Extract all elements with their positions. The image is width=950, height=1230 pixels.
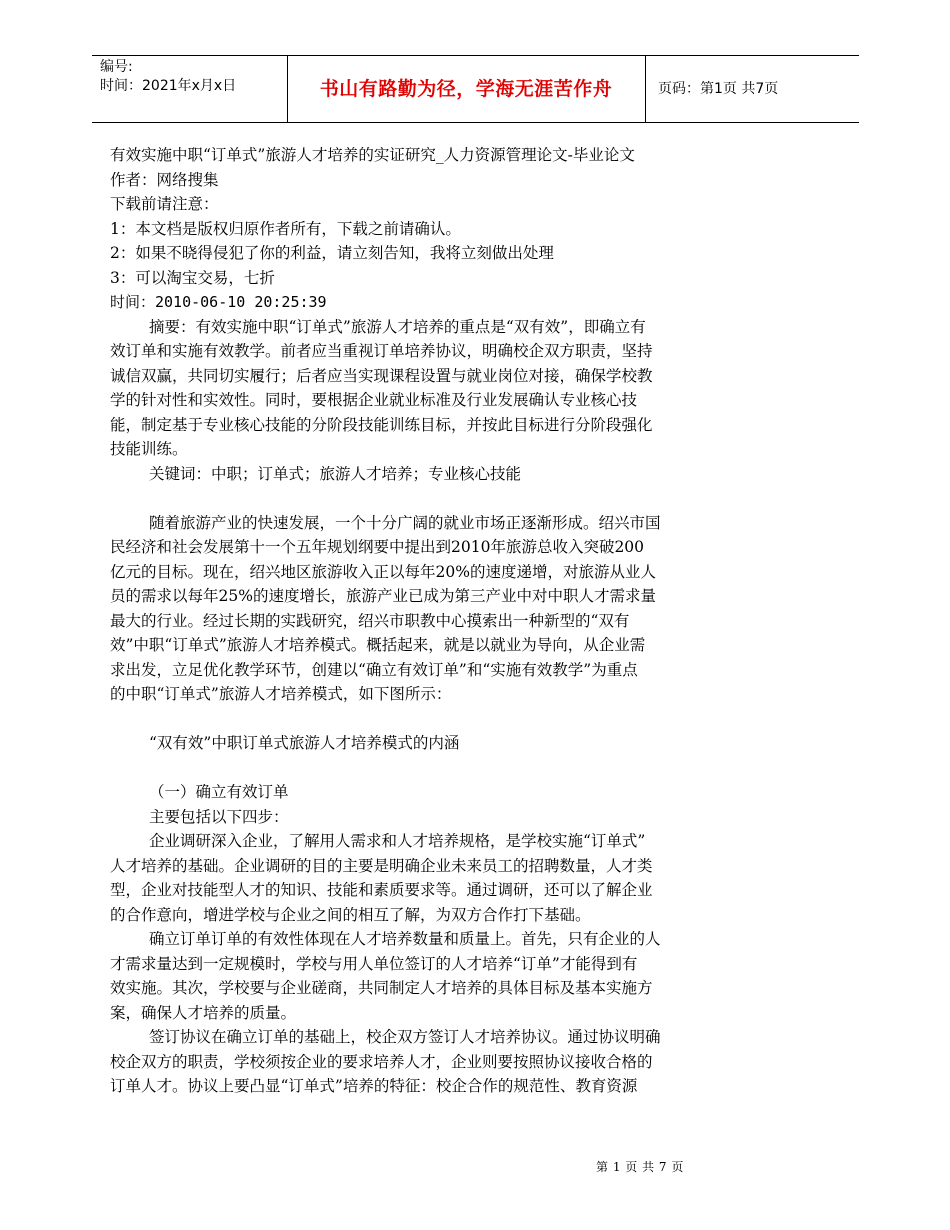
time-label: 时间：2021年x月x日: [100, 78, 237, 94]
notice-title: 下载前请注意：: [110, 195, 219, 213]
intro-paragraph: [110, 511, 772, 707]
header-motto: 书山有路勤为径，学海无涯苦作舟: [319, 78, 613, 100]
survey-line: 企业调研深入企业，了解用人需求和人才培养规格，是学校实施“订单式”: [149, 832, 646, 850]
abstract-line: 能，制定基于专业核心技能的分阶段技能训练目标，并按此目标进行分阶段强化: [110, 415, 653, 434]
intro-line: 的中职“订单式”旅游人才培养模式，如下图所示：: [110, 685, 452, 703]
intro-line: 效”中职“订单式”旅游人才培养模式。概括起来，就是以就业为导向，从企业需: [110, 636, 646, 654]
abstract-paragraph: [110, 315, 772, 462]
section-intro: 主要包括以下四步：: [149, 807, 289, 826]
agreement-line: 校企双方的职责，学校须按企业的要求培养人才，企业则要按照协议接收合格的: [110, 1052, 653, 1071]
survey-line: 人才培养的基础。企业调研的目的主要是明确企业未来员工的招聘数量，人才类: [110, 856, 653, 875]
abstract-line: 效订单和实施有效教学。前者应当重视订单培养协议，明确校企双方职责，坚持: [110, 342, 653, 360]
page-footer: 第 1 页 共 7 页: [596, 1160, 684, 1174]
survey-paragraph: [110, 829, 772, 927]
intro-line: 亿元的目标。现在，绍兴地区旅游收入正以每年20%的速度递增，对旅游从业人: [110, 562, 656, 581]
header-meta: [100, 58, 236, 96]
agreement-paragraph: [110, 1025, 772, 1099]
order-paragraph: [110, 927, 772, 1025]
blank-line: [110, 756, 772, 781]
order-line: 确立订单订单的有效性体现在人才培养数量和质量上。首先，只有企业的人: [149, 930, 661, 948]
publish-time: 时间：2010-06-10 20:25:39: [110, 293, 327, 311]
intro-line: 员的需求以每年25%的速度增长，旅游产业已成为第三产业中对中职人才需求量: [110, 587, 656, 605]
figure-caption: “双有效”中职订单式旅游人才培养模式的内涵: [149, 734, 460, 752]
survey-line: 的合作意向，增进学校与企业之间的相互了解，为双方合作打下基础。: [110, 905, 591, 924]
header-divider-right: [645, 56, 646, 122]
abstract-line: 学的针对性和实效性。同时，要根据企业就业标准及行业发展确认专业核心技: [110, 391, 638, 409]
order-line: 案，确保人才培养的质量。: [110, 1003, 297, 1022]
intro-line: 民经济和社会发展第十一个五年规划纲要中提出到2010年旅游总收入突破200: [110, 538, 645, 556]
intro-line: 最大的行业。经过长期的实践研究，绍兴市职教中心摸索出一种新型的“双有: [110, 611, 630, 630]
agreement-line: 签订协议在确立订单的基础上，校企双方签订人才培养协议。通过协议明确: [149, 1028, 661, 1046]
keywords: 关键词：中职；订单式；旅游人才培养；专业核心技能: [149, 464, 522, 483]
blank-line: [110, 486, 772, 511]
notice-item-1: 1：本文档是版权归原作者所有，下载之前请确认。: [110, 219, 461, 238]
document-author: 作者：网络搜集: [110, 170, 219, 189]
abstract-line: 诚信双赢，共同切实履行；后者应当实现课程设置与就业岗位对接，确保学校教: [110, 366, 653, 385]
document-title: 有效实施中职“订单式”旅游人才培养的实证研究_人力资源管理论文-毕业论文: [110, 146, 635, 164]
header-page-info: 页码：第1页 共7页: [658, 81, 779, 97]
page-header: [92, 55, 859, 123]
document-body: [110, 143, 772, 1099]
section-heading: （一）确立有效订单: [149, 783, 289, 801]
serial-label: 编号:: [100, 59, 133, 75]
survey-line: 型，企业对技能型人才的知识、技能和素质要求等。通过调研，还可以了解企业: [110, 881, 653, 899]
blank-line: [110, 707, 772, 732]
order-line: 才需求量达到一定规模时，学校与用人单位签订的人才培养“订单”才能得到有: [110, 954, 638, 973]
abstract-line: 技能训练。: [110, 440, 188, 458]
agreement-line: 订单人才。协议上要凸显“订单式”培养的特征：校企合作的规范性、教育资源: [110, 1077, 638, 1095]
abstract-line: 摘要：有效实施中职“订单式”旅游人才培养的重点是“双有效”，即确立有: [149, 317, 646, 336]
intro-line: 求出发，立足优化教学环节，创建以“确立有效订单”和“实施有效教学”为重点: [110, 660, 638, 679]
notice-item-3: 3：可以淘宝交易，七折: [110, 268, 275, 287]
notice-item-2: 2：如果不晓得侵犯了你的利益，请立刻告知，我将立刻做出处理: [110, 244, 554, 262]
order-line: 效实施。其次，学校要与企业磋商，共同制定人才培养的具体目标及基本实施方: [110, 979, 653, 997]
intro-line: 随着旅游产业的快速发展，一个十分广阔的就业市场正逐渐形成。绍兴市国: [149, 513, 661, 532]
